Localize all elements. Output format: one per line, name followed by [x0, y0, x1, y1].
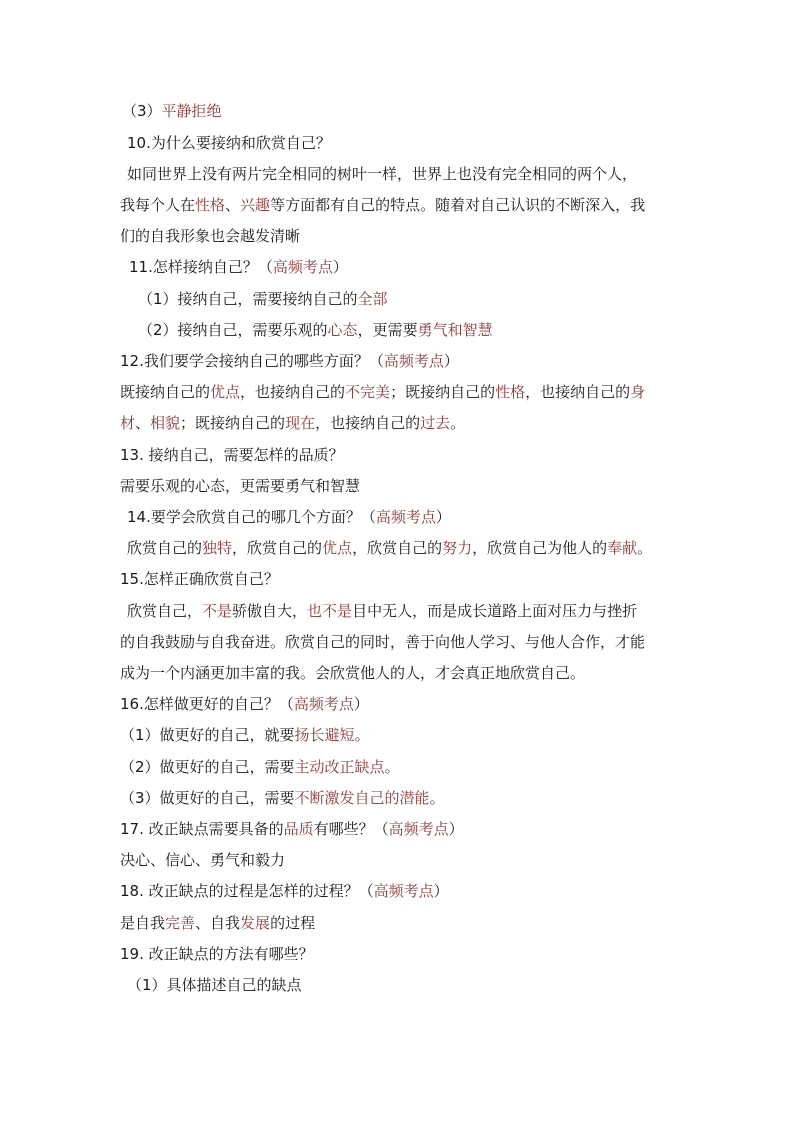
question-heading: [120, 445, 344, 465]
body-text: （2）接纳自己，需要乐观的: [138, 321, 328, 339]
text-line: [120, 226, 300, 246]
body-text: ）: [353, 695, 369, 713]
body-text: ，欣赏自己为他人的: [472, 539, 608, 557]
body-text: ；既接纳自己的: [390, 383, 496, 401]
highlight-text: 性格: [495, 383, 526, 401]
body-text: 19. 改正缺点的方法有哪些？: [120, 945, 314, 963]
text-line: [127, 538, 652, 558]
body-text: （1）做更好的自己，就要: [120, 726, 295, 744]
text-line: [120, 632, 645, 652]
body-text: ）: [433, 882, 449, 900]
highlight-text: 不完美: [345, 383, 391, 401]
text-line: [120, 663, 585, 683]
question-heading: [120, 569, 279, 589]
body-text: 、: [225, 196, 241, 214]
body-text: （2）做更好的自己，需要: [120, 758, 295, 776]
text-line: [138, 320, 493, 340]
text-line: [120, 476, 360, 496]
question-heading: [127, 133, 331, 153]
body-text: 13. 接纳自己，需要怎样的品质？: [120, 446, 344, 464]
text-line: [138, 289, 388, 309]
highlight-text: 主动改正缺点: [294, 758, 385, 776]
highlight-text: 品质: [283, 820, 314, 838]
body-text: 。: [637, 539, 653, 557]
body-text: 。: [450, 414, 466, 432]
highlight-text: 性格: [195, 196, 226, 214]
highlight-text: 不是: [202, 602, 233, 620]
body-text: 决心、信心、勇气和毅力: [120, 851, 286, 869]
body-text: 12.我们要学会接纳自己的哪些方面？（: [120, 352, 384, 370]
body-text: （3）: [122, 102, 162, 120]
body-text: ）: [435, 508, 451, 526]
body-text: 需要乐观的心态，更需要勇气和智慧: [120, 477, 361, 495]
body-text: 11.怎样接纳自己？（: [129, 258, 273, 276]
body-text: ，也接纳自己的: [525, 383, 631, 401]
text-line: [120, 382, 645, 402]
body-text: 成为一个内涵更加丰富的我。会欣赏他人的人，才会真正地欣赏自己。: [120, 664, 586, 682]
body-text: 们的自我形象也会越发清晰: [120, 227, 301, 245]
text-line: [120, 850, 285, 870]
body-text: 14.要学会欣赏自己的哪几个方面？（: [127, 508, 376, 526]
highlight-text: 勇气和智慧: [417, 321, 493, 339]
body-text: 。: [384, 758, 400, 776]
highlight-text: 高频考点: [388, 820, 449, 838]
highlight-text: 高频考点: [375, 508, 436, 526]
highlight-text: 努力: [442, 539, 473, 557]
body-text: 欣赏自己，: [127, 602, 203, 620]
highlight-text: 高频考点: [272, 258, 333, 276]
question-heading: [120, 944, 314, 964]
body-text: 欣赏自己的: [127, 539, 203, 557]
body-text: 。: [354, 726, 370, 744]
highlight-text: 过去: [420, 414, 451, 432]
body-text: 等方面都有自己的特点。随着对自己认识的不断深入，我: [270, 196, 646, 214]
body-text: 10.为什么要接纳和欣赏自己？: [127, 134, 331, 152]
body-text: （1）接纳自己，需要接纳自己的: [138, 290, 358, 308]
highlight-text: 心态: [327, 321, 358, 339]
text-line: [120, 788, 445, 808]
body-text: ，也接纳自己的: [240, 383, 346, 401]
highlight-text: 材: [120, 414, 136, 432]
body-text: 18. 改正缺点的过程是怎样的过程？（: [120, 882, 374, 900]
body-text: ；既接纳自己的: [180, 414, 286, 432]
highlight-text: 优点: [322, 539, 353, 557]
body-text: 骄傲自大，: [232, 602, 308, 620]
body-text: 、: [135, 414, 151, 432]
body-text: 是自我: [120, 914, 166, 932]
highlight-text: 高频考点: [293, 695, 354, 713]
body-text: 既接纳自己的: [120, 383, 211, 401]
body-text: 。: [429, 789, 445, 807]
highlight-text: 奉献: [607, 539, 638, 557]
text-line: [127, 164, 637, 184]
highlight-text: 优点: [210, 383, 241, 401]
body-text: 如同世界上没有两片完全相同的树叶一样，世界上也没有完全相同的两个人，: [127, 165, 638, 183]
body-text: ，欣赏自己的: [232, 539, 323, 557]
text-line: [127, 975, 302, 995]
highlight-text: 高频考点: [383, 352, 444, 370]
text-line: [127, 601, 637, 621]
question-heading: [129, 257, 348, 277]
highlight-text: 相貌: [150, 414, 181, 432]
body-text: ，欣赏自己的: [352, 539, 443, 557]
highlight-text: 兴趣: [240, 196, 271, 214]
highlight-text: 平静拒绝: [161, 102, 222, 120]
highlight-text: 身: [630, 383, 646, 401]
highlight-text: 高频考点: [373, 882, 434, 900]
highlight-text: 不断激发自己的潜能: [294, 789, 430, 807]
question-heading: [120, 881, 449, 901]
text-line: [120, 413, 465, 433]
body-text: 我每个人在: [120, 196, 196, 214]
question-heading: [120, 819, 464, 839]
text-line: [120, 725, 370, 745]
highlight-text: 发展: [240, 914, 271, 932]
body-text: （1）具体描述自己的缺点: [127, 976, 302, 994]
question-heading: [127, 507, 451, 527]
text-line: [120, 913, 315, 933]
body-text: ）: [332, 258, 348, 276]
question-heading: [120, 351, 459, 371]
body-text: 、自我: [195, 914, 241, 932]
body-text: 的自我鼓励与自我奋进。欣赏自己的同时，善于向他人学习、与他人合作，才能: [120, 633, 646, 651]
body-text: 17. 改正缺点需要具备的: [120, 820, 284, 838]
highlight-text: 现在: [285, 414, 316, 432]
highlight-text: 也不是: [307, 602, 353, 620]
body-text: 有哪些？（: [313, 820, 389, 838]
text-line: [120, 757, 400, 777]
question-heading: [120, 694, 369, 714]
highlight-text: 全部: [357, 290, 388, 308]
body-text: ）: [443, 352, 459, 370]
body-text: 15.怎样正确欣赏自己？: [120, 570, 279, 588]
body-text: （3）做更好的自己，需要: [120, 789, 295, 807]
body-text: ，也接纳自己的: [315, 414, 421, 432]
body-text: 16.怎样做更好的自己？（: [120, 695, 294, 713]
highlight-text: 完善: [165, 914, 196, 932]
highlight-text: 扬长避短: [294, 726, 355, 744]
text-line: [122, 101, 222, 121]
body-text: 的过程: [270, 914, 316, 932]
body-text: ）: [448, 820, 464, 838]
highlight-text: 独特: [202, 539, 233, 557]
body-text: 目中无人，而是成长道路上面对压力与挫折: [352, 602, 638, 620]
body-text: ，更需要: [357, 321, 418, 339]
text-line: [120, 195, 645, 215]
